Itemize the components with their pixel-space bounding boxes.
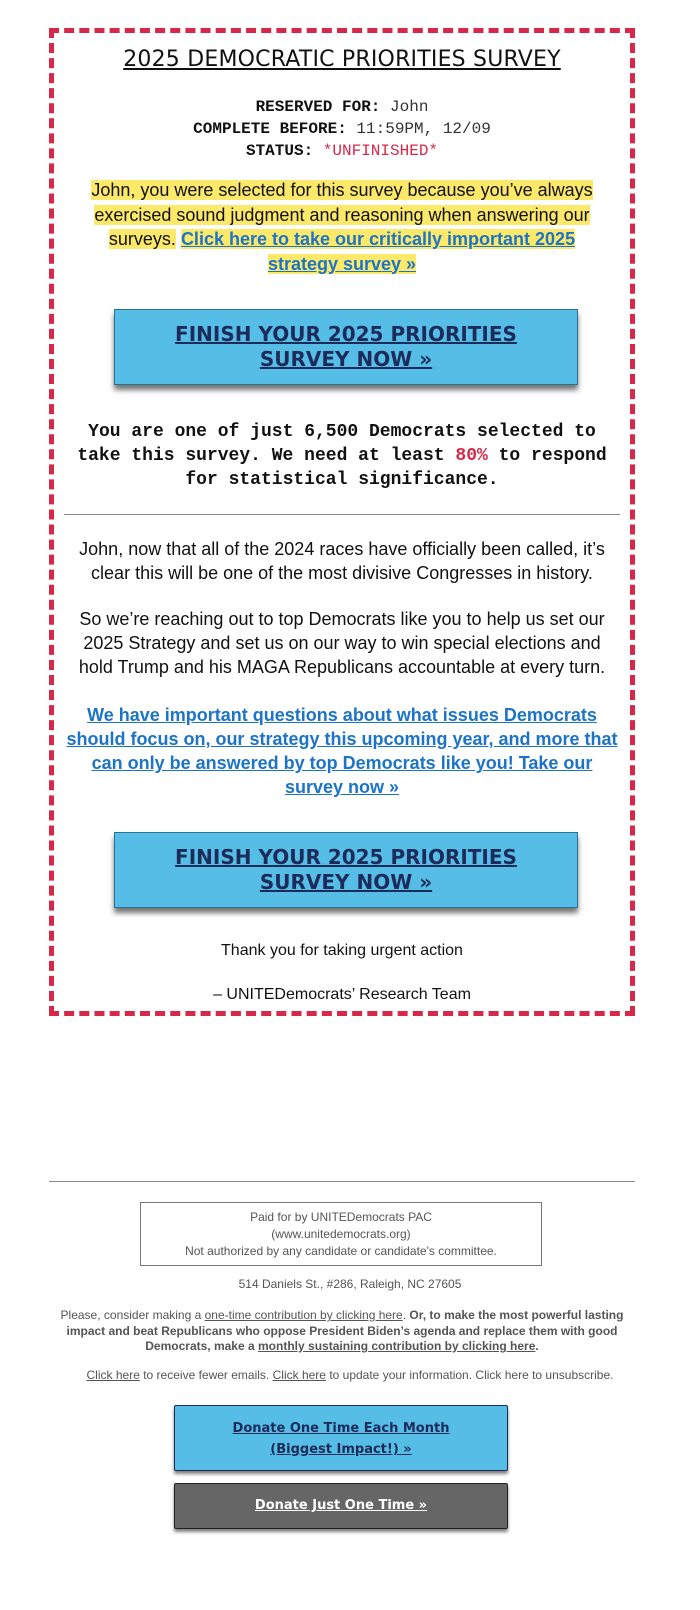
complete-before-value: 11:59PM, 12/09 — [356, 120, 491, 138]
finish-survey-button[interactable]: FINISH YOUR 2025 PRIORITIES SURVEY NOW » — [114, 309, 578, 385]
update-info-link[interactable]: Click here — [272, 1368, 326, 1382]
body-paragraph-1: John, now that all of the 2024 races have officially been called, it’s clear this will be one of the most divisive Congresses in history. — [79, 539, 605, 583]
survey-title: 2025 DEMOCRATIC PRIORITIES SURVEY — [123, 47, 561, 72]
reserved-for-line — [64, 96, 620, 118]
contribution-bold-text: Or, to make the most powerful lasting impact and beat Republicans who oppose President Biden’s agenda and replace them with good Democrats, make a — [66, 1308, 624, 1353]
paid-for-text: Paid for by UNITEDemocrats PAC — [250, 1210, 432, 1224]
complete-before-line — [64, 118, 620, 140]
email-preferences — [0, 1368, 700, 1382]
status-label: STATUS: — [245, 142, 314, 160]
update-info-text: to update your information. Click here to unsubscribe. — [329, 1368, 614, 1382]
donate-monthly-line2: (Biggest Impact!) » — [270, 1442, 412, 1457]
intro-paragraph — [76, 178, 608, 276]
status-value: *UNFINISHED* — [322, 142, 439, 160]
paid-for-disclaimer — [140, 1202, 542, 1266]
finish-survey-button-2[interactable]: FINISH YOUR 2025 PRIORITIES SURVEY NOW » — [114, 832, 578, 908]
intro-survey-link[interactable]: Click here to take our critically important 2025 strategy survey » — [180, 229, 576, 274]
questions-paragraph — [64, 703, 620, 799]
complete-before-label: COMPLETE BEFORE: — [193, 120, 347, 138]
not-authorized-text: Not authorized by any candidate or candidate's committee. — [185, 1244, 497, 1258]
donate-monthly-line1: Donate One Time Each Month — [232, 1421, 450, 1436]
donate-once-button[interactable]: Donate Just One Time » — [174, 1483, 508, 1529]
monthly-contribution-link[interactable]: monthly sustaining contribution by clicking here — [258, 1339, 536, 1353]
contribution-paragraph: Please, consider making a one-time contribution by clicking here. Or, to make the most powerful lasting impact and beat Republicans who oppose President Biden’s agenda and replace them with good Democrats, make a monthly sustaining contribution by clicking here. — [60, 1308, 624, 1353]
fewer-emails-text: to receive fewer emails. — [143, 1368, 270, 1382]
reservation-details — [64, 96, 620, 162]
questions-survey-link[interactable]: We have important questions about what issues Democrats should focus on, our strategy this upcoming year, and more that can only be answered by top Democrats like you! Take our survey now » — [66, 705, 618, 797]
website-text: (www.unitedemocrats.org) — [271, 1227, 411, 1241]
stat-text-after: to respond for statistical significance. — [185, 446, 607, 490]
stat-percent: 80% — [455, 446, 488, 466]
body-paragraph-2: So we’re reaching out to top Democrats like you to help us set our 2025 Strategy and set us on our way to win special elections and hold Trump and his MAGA Republicans accountable at every turn. — [78, 609, 606, 677]
signoff-text: – UNITEDemocrats’ Research Team — [213, 986, 471, 1003]
reserved-for-value: John — [390, 98, 429, 116]
footer-divider — [49, 1181, 635, 1182]
selection-stat-paragraph — [64, 420, 620, 492]
mailing-address: 514 Daniels St., #286, Raleigh, NC 27605 — [238, 1277, 462, 1291]
intro-highlight-text: John, you were selected for this survey because you’ve always exercised sound judgment and reasoning when answering our surveys. — [91, 180, 593, 249]
donate-monthly-button[interactable] — [174, 1405, 508, 1471]
status-line — [64, 140, 620, 162]
section-divider — [64, 514, 620, 515]
thank-you-text: Thank you for taking urgent action — [221, 942, 463, 959]
stat-text-before: You are one of just 6,500 Democrats selected to take this survey. We need at least — [77, 422, 596, 466]
reserved-for-label: RESERVED FOR: — [255, 98, 381, 116]
contribution-prefix: Please, consider making a — [60, 1308, 202, 1322]
one-time-contribution-link[interactable]: one-time contribution by clicking here — [204, 1308, 403, 1322]
survey-container — [49, 28, 635, 1016]
fewer-emails-link[interactable]: Click here — [86, 1368, 140, 1382]
